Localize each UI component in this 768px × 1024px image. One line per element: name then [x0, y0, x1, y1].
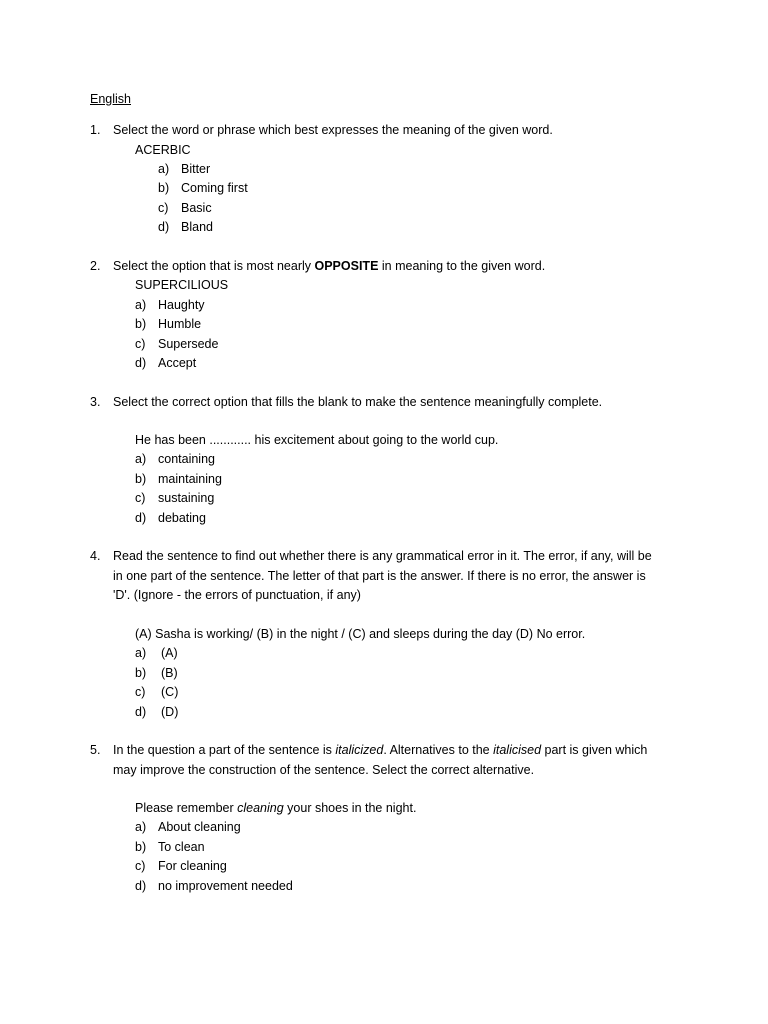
option-letter: a): [135, 646, 147, 660]
stem-italic: italicized: [335, 743, 384, 757]
question-number: 5.: [90, 743, 101, 757]
option-text: (A): [161, 646, 178, 660]
question-sentence: He has been ............ his excitement about going to the world cup.: [135, 433, 499, 447]
question-stem: [113, 258, 545, 274]
option-text: Accept: [158, 356, 197, 370]
given-word: SUPERCILIOUS: [135, 278, 229, 292]
question-sentence: (A) Sasha is working/ (B) in the night / (C) and sleeps during the day (D) No error.: [135, 627, 586, 641]
option-text: debating: [158, 511, 206, 525]
question-number: 4.: [90, 549, 101, 563]
stem-text: part is given which: [541, 743, 648, 757]
stem-text: . Alternatives to the: [383, 743, 494, 757]
sentence-italic: cleaning: [237, 801, 284, 815]
option-text: sustaining: [158, 491, 215, 505]
question-number: 1.: [90, 123, 101, 137]
stem-text: In the question a part of the sentence is: [113, 743, 336, 757]
option-letter: a): [135, 820, 147, 834]
option-text: Basic: [181, 201, 212, 215]
option-text: Supersede: [158, 337, 219, 351]
option-letter: b): [135, 666, 147, 680]
option-letter: c): [158, 201, 169, 215]
question-stem-line: 'D'. (Ignore - the errors of punctuation, if any): [113, 588, 361, 602]
option-text: maintaining: [158, 472, 222, 486]
option-letter: d): [135, 511, 147, 525]
question-stem: Select the word or phrase which best expresses the meaning of the given word.: [113, 123, 553, 137]
stem-emphasis: OPPOSITE: [314, 259, 379, 273]
option-letter: a): [135, 452, 147, 466]
option-text: Coming first: [181, 181, 248, 195]
given-word: ACERBIC: [135, 143, 191, 157]
option-text: Bland: [181, 220, 213, 234]
question-number: 3.: [90, 395, 101, 409]
option-letter: c): [135, 337, 146, 351]
question-sentence: [135, 800, 416, 816]
sentence-text: your shoes in the night.: [283, 801, 417, 815]
option-text: (B): [161, 666, 178, 680]
question-number: 2.: [90, 259, 101, 273]
option-text: (C): [161, 685, 179, 699]
stem-italic: italicised: [493, 743, 542, 757]
stem-text: in meaning to the given word.: [378, 259, 546, 273]
option-text: About cleaning: [158, 820, 241, 834]
question-stem-line: may improve the construction of the sentence. Select the correct alternative.: [113, 763, 535, 777]
question-stem-line: Read the sentence to find out whether there is any grammatical error in it. The error, if any, will be: [113, 549, 652, 563]
option-text: containing: [158, 452, 215, 466]
option-letter: d): [135, 705, 147, 719]
option-letter: b): [158, 181, 170, 195]
option-letter: b): [135, 317, 147, 331]
option-text: For cleaning: [158, 859, 227, 873]
question-stem-line: in one part of the sentence. The letter of that part is the answer. If there is no error, the answer is: [113, 569, 646, 583]
option-text: Haughty: [158, 298, 205, 312]
option-text: To clean: [158, 840, 205, 854]
question-stem: Select the correct option that fills the blank to make the sentence meaningfully complete.: [113, 395, 603, 409]
option-text: no improvement needed: [158, 879, 293, 893]
option-letter: c): [135, 491, 146, 505]
option-text: Bitter: [181, 162, 211, 176]
option-letter: d): [135, 356, 147, 370]
option-text: Humble: [158, 317, 202, 331]
option-letter: a): [135, 298, 147, 312]
option-letter: b): [135, 840, 147, 854]
option-letter: a): [158, 162, 170, 176]
option-text: (D): [161, 705, 179, 719]
option-letter: c): [135, 685, 146, 699]
section-heading: English: [90, 92, 131, 106]
option-letter: d): [158, 220, 170, 234]
question-stem-line: [113, 742, 647, 758]
option-letter: b): [135, 472, 147, 486]
sentence-text: Please remember: [135, 801, 238, 815]
option-letter: d): [135, 879, 147, 893]
option-letter: c): [135, 859, 146, 873]
stem-text: Select the option that is most nearly: [113, 259, 315, 273]
